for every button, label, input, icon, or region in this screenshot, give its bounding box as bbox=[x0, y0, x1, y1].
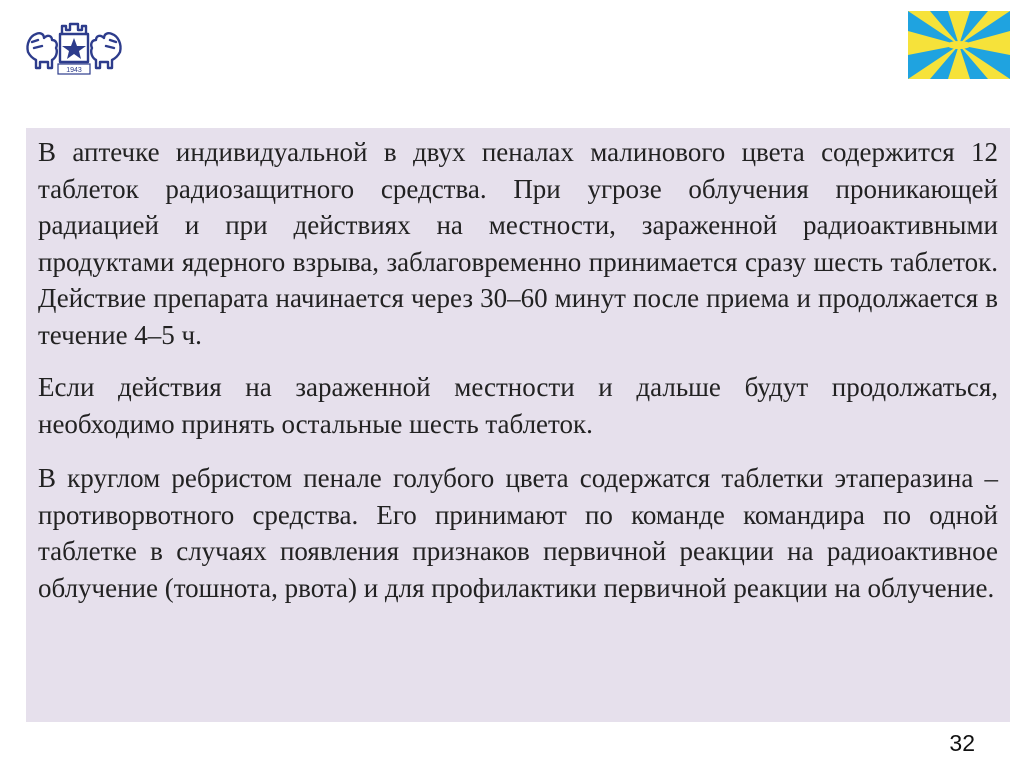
slide-content-panel bbox=[26, 128, 1010, 722]
paragraph-etaperazin: В круглом ребристом пенале голубого цвета содержатся таблетки этаперазина – противорвотного средства. Его принимают по команде командира по одной таблетке в случаях появления признаков первичной реакции на радиоактивное облучение (тошнота, рвота) и для профилактики первичной реакции на облучение. bbox=[38, 463, 998, 603]
air-force-flag-icon bbox=[908, 11, 1010, 79]
paragraph-remaining-tablets: Если действия на зараженной местности и дальше будут продолжаться, необходимо принять остальные шесть таблеток. bbox=[38, 372, 998, 439]
paragraph-first-aid-kit: В аптечке индивидуальной в двух пеналах малинового цвета содержится 12 таблеток радиозащитного средства. При угрозе облучения проникающей радиацией и при действиях на местности, зараженной радиоактивными продуктами ядерного взрыва, заблаговременно принимается сразу шесть таблеток. Действие препарата начинается через 30–60 минут после приема и продолжается в течение 4–5 ч. bbox=[38, 137, 998, 350]
logo-year: 1943 bbox=[66, 67, 82, 74]
slide-number: 32 bbox=[949, 730, 975, 756]
university-crest-icon bbox=[22, 14, 126, 82]
